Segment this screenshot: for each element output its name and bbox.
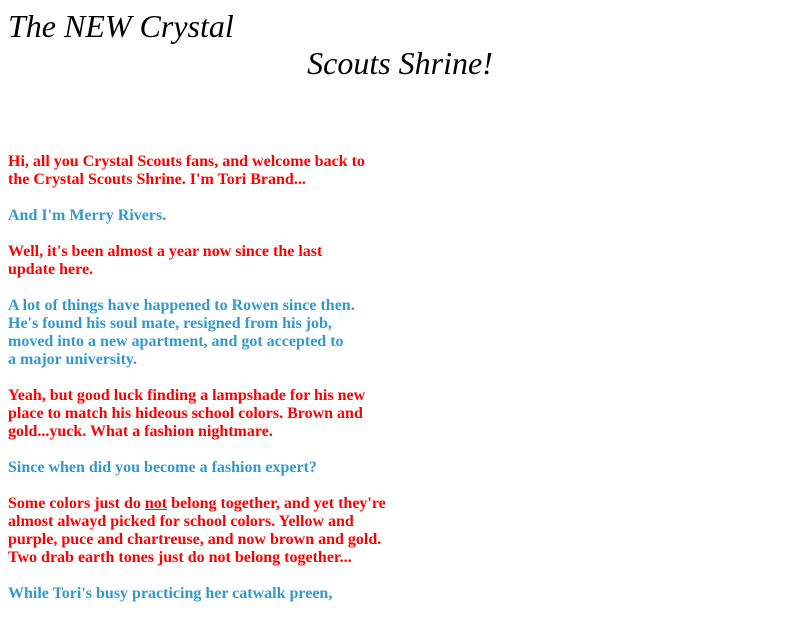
dialogue-line: purple, puce and chartreuse, and now brown and gold. [8, 531, 382, 548]
dialogue-line: And I'm Merry Rivers. [8, 207, 167, 224]
dialogue-line: a major university. [8, 351, 138, 368]
dialogue-line: While Tori's busy practicing her catwalk preen, [8, 585, 333, 602]
dialogue-text: belong together, and yet they're [167, 495, 386, 512]
dialogue-line: moved into a new apartment, and got accepted to [8, 333, 344, 350]
dialogue-line: almost alwayd picked for school colors. Yellow and [8, 513, 354, 530]
dialogue-line: A lot of things have happened to Rowen since then. [8, 297, 355, 314]
dialogue-paragraph-tori-colors [8, 495, 408, 567]
dialogue-line: place to match his hideous school colors. Brown and [8, 405, 363, 422]
dialogue-paragraph-merry-fashion [8, 459, 408, 477]
page-title-line-2: Scouts Shrine! [307, 45, 493, 81]
dialogue-text: Some colors just do [8, 495, 145, 512]
dialogue-line: Yeah, but good luck finding a lampshade for his new [8, 387, 366, 404]
dialogue-transcript [8, 153, 408, 621]
dialogue-paragraph-tori-welcome [8, 153, 408, 189]
dialogue-line: Two drab earth tones just do not belong together... [8, 549, 352, 566]
dialogue-paragraph-merry-intro [8, 207, 408, 225]
dialogue-paragraph-tori-update [8, 243, 408, 279]
dialogue-paragraph-tori-lampshade [8, 387, 408, 441]
dialogue-line: update here. [8, 261, 94, 278]
dialogue-line: the Crystal Scouts Shrine. I'm Tori Brand... [8, 171, 306, 188]
dialogue-paragraph-merry-catwalk [8, 585, 408, 603]
page-title-line-1: The NEW Crystal [8, 8, 234, 44]
dialogue-line: gold...yuck. What a fashion nightmare. [8, 423, 273, 440]
dialogue-line: He's found his soul mate, resigned from his job, [8, 315, 332, 332]
dialogue-line-with-emphasis [8, 495, 408, 513]
emphasis-underlined-text: not [144, 495, 168, 512]
dialogue-paragraph-merry-rowen [8, 297, 408, 369]
dialogue-line: Since when did you become a fashion expert? [8, 459, 317, 476]
dialogue-line: Well, it's been almost a year now since the last [8, 243, 323, 260]
dialogue-line: Hi, all you Crystal Scouts fans, and welcome back to [8, 153, 365, 170]
